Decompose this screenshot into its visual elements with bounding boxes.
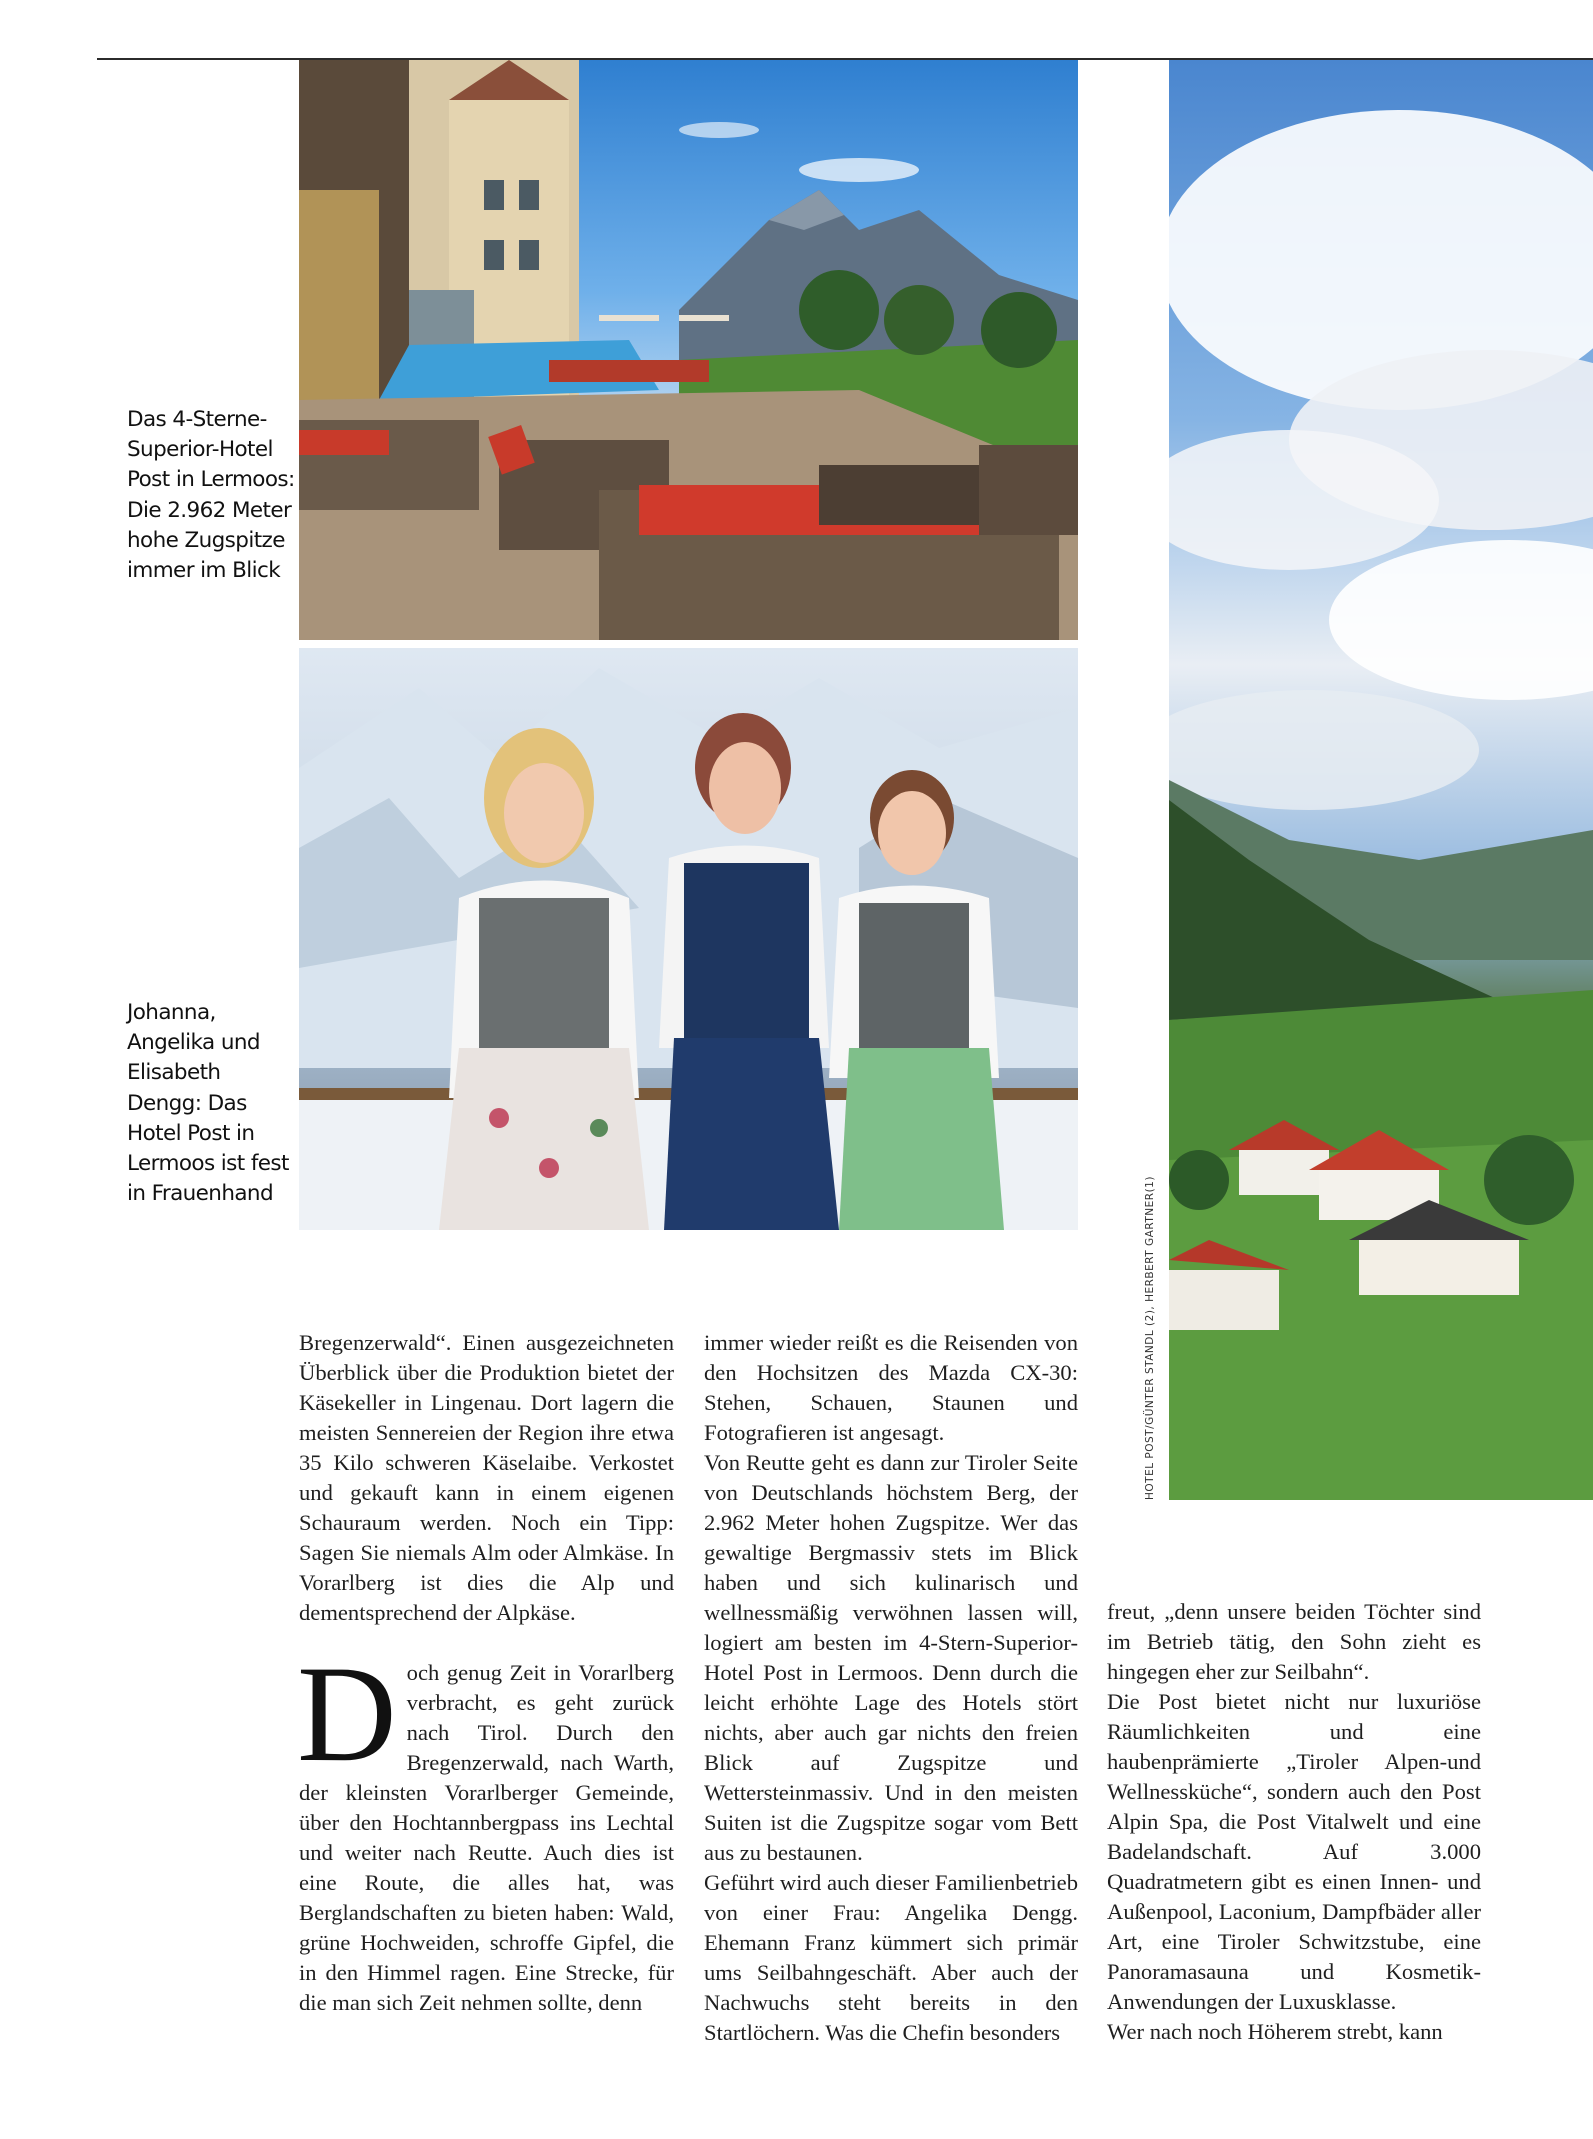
article-paragraph: freut, „denn unsere beiden Töchter sind im Betrieb tätig, den Sohn zieht es hingegen eher zur Seilbahn“. [1107, 1599, 1481, 1684]
article-paragraph-text: och genug Zeit in Vorarlberg verbracht, es geht zurück nach Tirol. Durch den Bregenzerwald, nach Warth, der kleinsten Vorarlberger Gemeinde, über den Hochtannbergpass ins Lechtal und weiter nach Reutte. Auch dies ist eine Route, die alles hat, was Berglandschaften zu bieten haben: Wald, grüne Hochweiden, schroffe Gipfel, die in den Himmel ragen. Eine Strecke, für die man sich Zeit nehmen sollte, denn [299, 1660, 674, 2015]
dengg-family-photo [299, 648, 1078, 1230]
article-paragraph: Von Reutte geht es dann zur Tiroler Seite von Deutschlands höchstem Berg, der 2.962 Meter hohen Zugspitze. Wer das gewaltige Bergmassiv stets im Blick haben und sich kulinarisch und wellnessmäßig verwöhnen lassen will, logiert am besten im 4-Stern-Superior-Hotel Post in Lermoos. Denn durch die leicht erhöhte Lage des Hotels stört nichts, aber auch gar nichts den freien Blick auf Zugspitze und Wettersteinmassiv. Und in den meisten Suiten ist die Zugspitze sogar vom Bett aus zu bestaunen. [704, 1450, 1078, 1865]
valley-landscape-illustration [1169, 60, 1593, 1500]
article-paragraph: Bregenzerwald“. Einen ausgezeichneten Überblick über die Produktion bietet der Käsekeller in Lingenau. Dort lagern die meisten Sennereien der Region ihre etwa 35 Kilo schweren Käselaibe. Verkostet und gekauft kann in einem eigenen Schauraum werden. Noch ein Tipp: Sagen Sie niemals Alm oder Almkäse. In Vorarlberg ist dies die Alp und dementsprechend der Alpkäse. [299, 1330, 674, 1625]
article-paragraph: Geführt wird auch dieser Familienbetrieb von einer Frau: Angelika Dengg. Ehemann Franz kümmert sich primär ums Seilbahngeschäft. Aber auch der Nachwuchs steht bereits in den Startlöchern. Was die Chefin besonders [704, 1870, 1078, 2045]
article-paragraph: immer wieder reißt es die Reisenden von den Hochsitzen des Mazda CX-30: Stehen, Schauen, Staunen und Fotografieren ist angesagt. [704, 1330, 1078, 1445]
hotel-photo-caption: Das 4-Sterne-Superior-Hotel Post in Lermoos: Die 2.962 Meter hohe Zugspitze immer im Blick [127, 407, 295, 584]
article-column-2 [704, 1328, 1078, 2048]
hotel-terrace-photo [299, 60, 1078, 640]
photo-credit: HOTEL POST/GÜNTER STANDL (2), HERBERT GARTNER(1) [1144, 1176, 1156, 1500]
article-column-3 [1107, 1597, 1481, 2047]
family-photo-caption: Johanna, Angelika und Elisabeth Dengg: Das Hotel Post in Lermoos ist fest in Frauenhand [127, 1000, 289, 1207]
article-paragraph: Wer nach noch Höherem strebt, kann [1107, 2019, 1443, 2044]
article-paragraph: Die Post bietet nicht nur luxuriöse Räumlichkeiten und eine haubenprämierte „Tiroler Alpen-und Wellnessküche“, sondern auch den Post Alpin Spa, die Post Vitalwelt und eine Badelandschaft. Auf 3.000 Quadratmetern gibt es einen Innen- und Außenpool, Laconium, Dampfbäder aller Art, eine Tiroler Schwitzstube, eine Panoramasauna und Kosmetik-Anwendungen der Luxusklasse. [1107, 1689, 1481, 2014]
article-paragraph-dropcap [297, 1637, 674, 2018]
article-column-1 [299, 1328, 674, 2018]
dropcap-letter: D [297, 1637, 397, 1790]
dengg-family-illustration [299, 648, 1078, 1230]
hotel-terrace-illustration [299, 60, 1078, 640]
valley-landscape-photo [1169, 60, 1593, 1500]
